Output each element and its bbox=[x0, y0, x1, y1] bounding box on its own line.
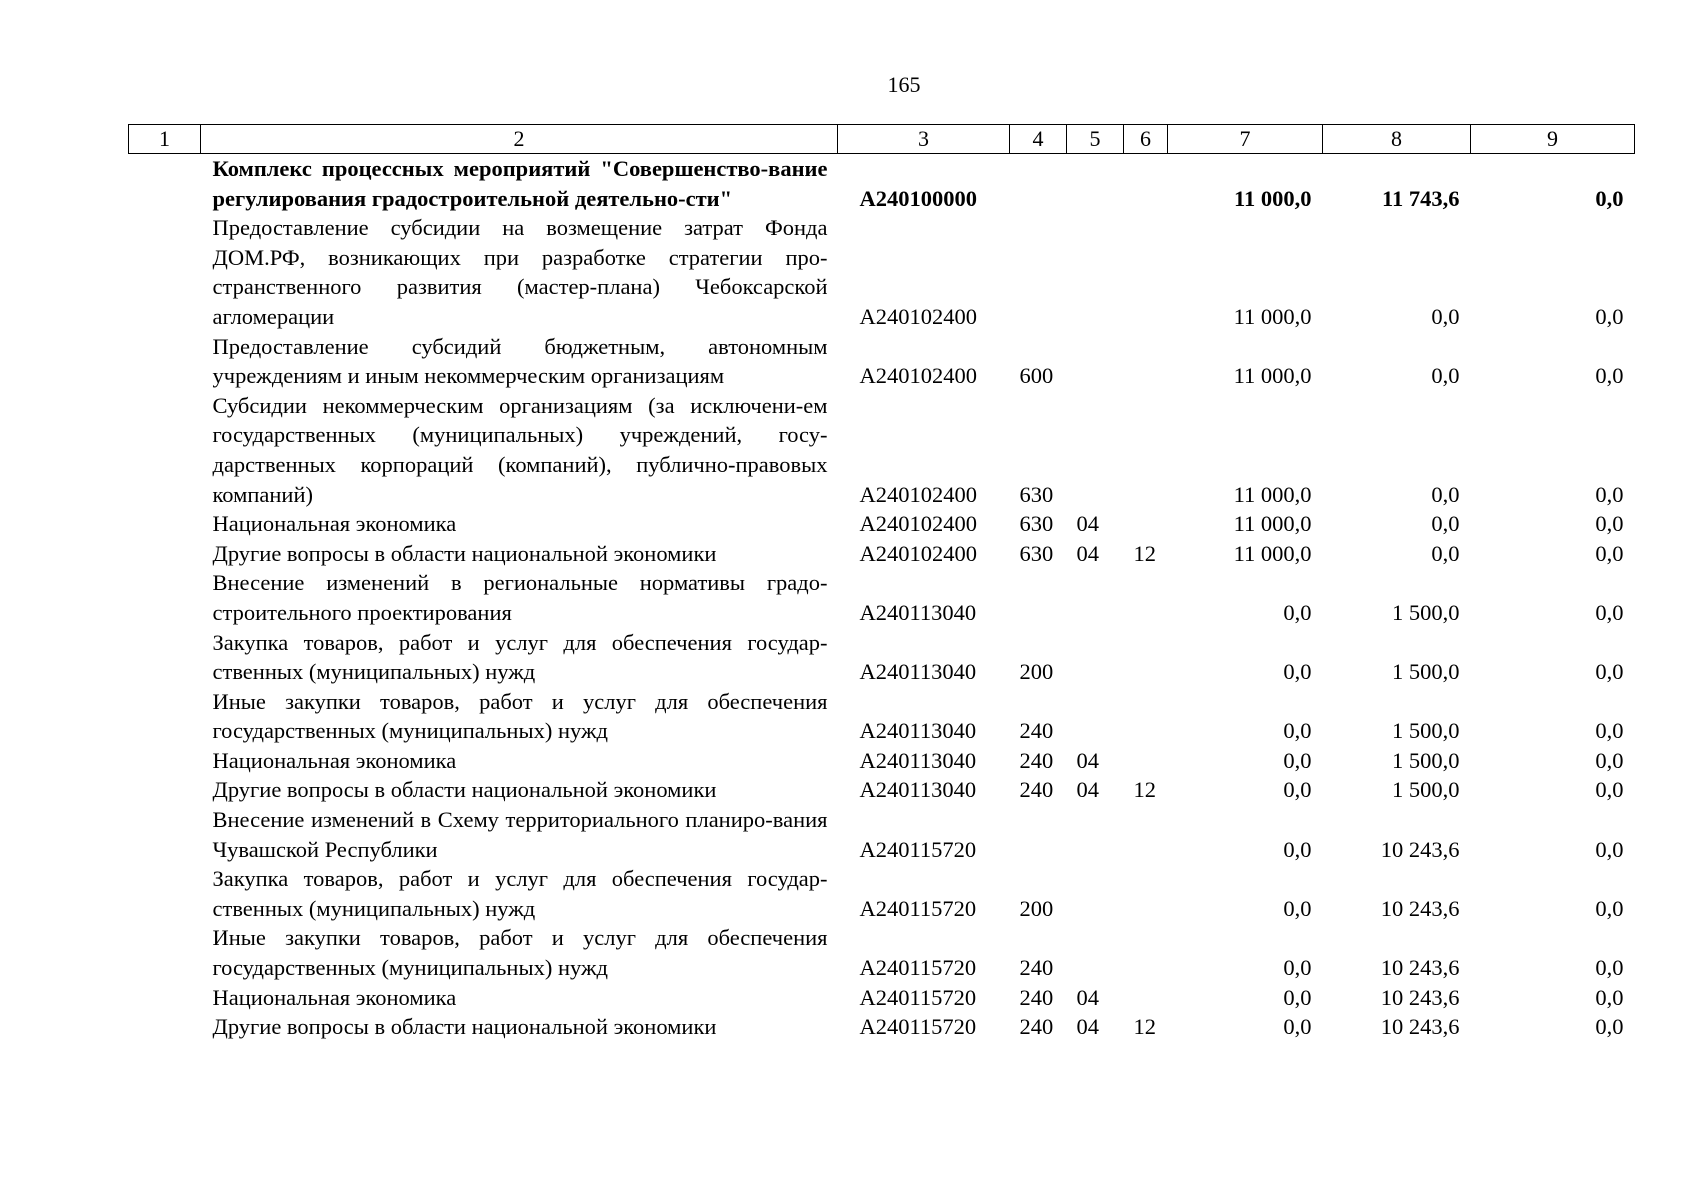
target-article-code-cell: А240113040 bbox=[859, 718, 977, 744]
table-row bbox=[129, 154, 1635, 214]
section-cell bbox=[1067, 332, 1124, 391]
row-number-cell bbox=[129, 391, 201, 509]
item-name-cell: Комплекс процессных мероприятий "Совершенство-вание регулирования градостроительной деятельно-сти" bbox=[212, 156, 828, 211]
amount-col7-cell: 11 000,0 bbox=[1233, 303, 1312, 329]
expense-type-cell: 240 bbox=[1019, 777, 1054, 803]
subsection-cell bbox=[1124, 332, 1168, 391]
subsection-cell bbox=[1124, 568, 1168, 627]
row-number-cell bbox=[129, 805, 201, 864]
section-cell: 04 bbox=[1076, 747, 1099, 773]
item-name-cell: Предоставление субсидий бюджетным, автономным учреждениям и иным некоммерческим организациям bbox=[212, 333, 828, 389]
amount-col7-cell: 0,0 bbox=[1283, 1014, 1312, 1040]
table-row bbox=[129, 213, 1635, 331]
section-cell: 04 bbox=[1076, 511, 1099, 537]
subsection-cell: 12 bbox=[1133, 1014, 1156, 1040]
subsection-cell bbox=[1124, 805, 1168, 864]
row-number-cell bbox=[129, 332, 201, 391]
amount-col8-cell: 0,0 bbox=[1431, 481, 1460, 507]
subsection-cell bbox=[1124, 391, 1168, 509]
amount-col9-cell: 0,0 bbox=[1595, 540, 1624, 566]
expense-type-cell bbox=[1010, 805, 1067, 864]
amount-col8-cell: 11 743,6 bbox=[1381, 185, 1460, 211]
subsection-cell bbox=[1124, 983, 1168, 1013]
amount-col9-cell: 0,0 bbox=[1595, 659, 1624, 685]
header-cell-2: 2 bbox=[201, 125, 838, 154]
header-cell-3: 3 bbox=[838, 125, 1010, 154]
header-cell-7: 7 bbox=[1168, 125, 1323, 154]
expense-type-cell: 200 bbox=[1019, 895, 1054, 921]
amount-col8-cell: 10 243,6 bbox=[1380, 1014, 1460, 1040]
header-cell-8: 8 bbox=[1323, 125, 1471, 154]
subsection-cell bbox=[1124, 628, 1168, 687]
amount-col7-cell: 0,0 bbox=[1283, 659, 1312, 685]
target-article-code-cell: А240113040 bbox=[859, 777, 977, 803]
target-article-code-cell: А240115720 bbox=[859, 836, 977, 862]
table-row bbox=[129, 805, 1635, 864]
item-name-cell: Закупка товаров, работ и услуг для обеспечения государ-ственных (муниципальных) нужд bbox=[212, 866, 828, 921]
table-row bbox=[129, 628, 1635, 687]
amount-col8-cell: 1 500,0 bbox=[1392, 777, 1460, 803]
amount-col9-cell: 0,0 bbox=[1595, 836, 1624, 862]
amount-col9-cell: 0,0 bbox=[1595, 747, 1624, 773]
amount-col7-cell: 0,0 bbox=[1283, 836, 1312, 862]
table-row bbox=[129, 746, 1635, 776]
amount-col7-cell: 11 000,0 bbox=[1233, 511, 1312, 537]
amount-col9-cell: 0,0 bbox=[1595, 1014, 1624, 1040]
amount-col7-cell: 11 000,0 bbox=[1233, 540, 1312, 566]
table-row bbox=[129, 923, 1635, 982]
page-number: 165 bbox=[887, 72, 921, 97]
amount-col9-cell: 0,0 bbox=[1595, 955, 1624, 981]
target-article-code-cell: А240102400 bbox=[859, 511, 977, 537]
amount-col7-cell: 0,0 bbox=[1283, 599, 1312, 625]
expense-type-cell: 630 bbox=[1019, 540, 1054, 566]
amount-col7-cell: 0,0 bbox=[1283, 777, 1312, 803]
target-article-code-cell: А240113040 bbox=[859, 747, 977, 773]
row-number-cell bbox=[129, 923, 201, 982]
expense-type-cell: 240 bbox=[1019, 1014, 1054, 1040]
target-article-code-cell: А240113040 bbox=[859, 659, 977, 685]
amount-col8-cell: 0,0 bbox=[1431, 303, 1460, 329]
row-number-cell bbox=[129, 539, 201, 569]
row-number-cell bbox=[129, 509, 201, 539]
section-cell bbox=[1067, 154, 1124, 214]
section-cell bbox=[1067, 805, 1124, 864]
item-name-cell: Внесение изменений в региональные нормативы градо-строительного проектирования bbox=[212, 570, 828, 625]
target-article-code-cell: А240113040 bbox=[859, 599, 977, 625]
amount-col9-cell: 0,0 bbox=[1595, 718, 1624, 744]
target-article-code-cell: А240102400 bbox=[859, 540, 977, 566]
table-row bbox=[129, 687, 1635, 746]
header-cell-6: 6 bbox=[1124, 125, 1168, 154]
item-name-cell: Субсидии некоммерческим организациям (за исключени-ем государственных (муниципальных) учреждений, госу-дарственных корпораций (компаний), публично-правовых компаний) bbox=[212, 392, 828, 507]
subsection-cell bbox=[1124, 154, 1168, 214]
amount-col8-cell: 1 500,0 bbox=[1392, 599, 1460, 625]
amount-col9-cell: 0,0 bbox=[1595, 777, 1624, 803]
section-cell bbox=[1067, 213, 1124, 331]
expense-type-cell: 630 bbox=[1019, 481, 1054, 507]
expense-type-cell bbox=[1010, 568, 1067, 627]
amount-col9-cell: 0,0 bbox=[1595, 984, 1624, 1010]
header-row bbox=[129, 125, 1635, 154]
section-cell: 04 bbox=[1076, 777, 1099, 803]
item-name-cell: Национальная экономика bbox=[212, 984, 457, 1010]
amount-col9-cell: 0,0 bbox=[1595, 599, 1624, 625]
section-cell bbox=[1067, 687, 1124, 746]
table-row bbox=[129, 1012, 1635, 1042]
section-cell: 04 bbox=[1076, 540, 1099, 566]
header-cell-5: 5 bbox=[1067, 125, 1124, 154]
amount-col8-cell: 1 500,0 bbox=[1392, 659, 1460, 685]
section-cell bbox=[1067, 864, 1124, 923]
subsection-cell: 12 bbox=[1133, 540, 1156, 566]
amount-col9-cell: 0,0 bbox=[1595, 481, 1624, 507]
item-name-cell: Иные закупки товаров, работ и услуг для обеспечения государственных (муниципальных) нужд bbox=[212, 925, 828, 981]
amount-col8-cell: 10 243,6 bbox=[1380, 955, 1460, 981]
subsection-cell bbox=[1124, 864, 1168, 923]
section-cell: 04 bbox=[1076, 984, 1099, 1010]
row-number-cell bbox=[129, 864, 201, 923]
subsection-cell: 12 bbox=[1133, 777, 1156, 803]
item-name-cell: Национальная экономика bbox=[212, 511, 457, 537]
amount-col9-cell: 0,0 bbox=[1595, 895, 1624, 921]
expense-type-cell: 240 bbox=[1019, 718, 1054, 744]
item-name-cell: Другие вопросы в области национальной экономики bbox=[212, 540, 717, 566]
expense-type-cell: 600 bbox=[1019, 363, 1054, 389]
section-cell bbox=[1067, 628, 1124, 687]
budget-table bbox=[128, 124, 1635, 1042]
amount-col8-cell: 0,0 bbox=[1431, 363, 1460, 389]
header-cell-9: 9 bbox=[1471, 125, 1635, 154]
row-number-cell bbox=[129, 568, 201, 627]
subsection-cell bbox=[1124, 746, 1168, 776]
target-article-code-cell: А240115720 bbox=[859, 1014, 977, 1040]
row-number-cell bbox=[129, 1012, 201, 1042]
section-cell bbox=[1067, 568, 1124, 627]
amount-col9-cell: 0,0 bbox=[1595, 303, 1624, 329]
amount-col8-cell: 1 500,0 bbox=[1392, 718, 1460, 744]
expense-type-cell: 240 bbox=[1019, 984, 1054, 1010]
amount-col7-cell: 11 000,0 bbox=[1233, 185, 1312, 211]
subsection-cell bbox=[1124, 509, 1168, 539]
item-name-cell: Закупка товаров, работ и услуг для обеспечения государ-ственных (муниципальных) нужд bbox=[212, 629, 828, 685]
target-article-code-cell: А240115720 bbox=[859, 895, 977, 921]
amount-col8-cell: 0,0 bbox=[1431, 540, 1460, 566]
table-row bbox=[129, 539, 1635, 569]
amount-col8-cell: 10 243,6 bbox=[1380, 984, 1460, 1010]
amount-col7-cell: 11 000,0 bbox=[1233, 363, 1312, 389]
table-row bbox=[129, 864, 1635, 923]
row-number-cell bbox=[129, 775, 201, 805]
expense-type-cell: 240 bbox=[1019, 747, 1054, 773]
amount-col8-cell: 1 500,0 bbox=[1392, 747, 1460, 773]
amount-col7-cell: 0,0 bbox=[1283, 984, 1312, 1010]
expense-type-cell: 200 bbox=[1019, 659, 1054, 685]
amount-col7-cell: 0,0 bbox=[1283, 718, 1312, 744]
row-number-cell bbox=[129, 687, 201, 746]
row-number-cell bbox=[129, 154, 201, 214]
amount-col9-cell: 0,0 bbox=[1595, 511, 1624, 537]
budget-table-container bbox=[128, 124, 1635, 1042]
subsection-cell bbox=[1124, 687, 1168, 746]
row-number-cell bbox=[129, 983, 201, 1013]
item-name-cell: Другие вопросы в области национальной экономики bbox=[212, 1014, 717, 1040]
subsection-cell bbox=[1124, 923, 1168, 982]
item-name-cell: Другие вопросы в области национальной экономики bbox=[212, 777, 717, 803]
table-header bbox=[129, 125, 1635, 154]
header-cell-1: 1 bbox=[129, 125, 201, 154]
row-number-cell bbox=[129, 746, 201, 776]
table-row bbox=[129, 332, 1635, 391]
amount-col7-cell: 11 000,0 bbox=[1233, 481, 1312, 507]
table-row bbox=[129, 391, 1635, 509]
amount-col7-cell: 0,0 bbox=[1283, 895, 1312, 921]
table-row bbox=[129, 775, 1635, 805]
item-name-cell: Иные закупки товаров, работ и услуг для обеспечения государственных (муниципальных) нужд bbox=[212, 688, 828, 744]
table-row bbox=[129, 509, 1635, 539]
subsection-cell bbox=[1124, 213, 1168, 331]
section-cell: 04 bbox=[1076, 1014, 1099, 1040]
target-article-code-cell: А240100000 bbox=[859, 185, 977, 211]
section-cell bbox=[1067, 923, 1124, 982]
amount-col9-cell: 0,0 bbox=[1595, 363, 1624, 389]
target-article-code-cell: А240115720 bbox=[859, 955, 977, 981]
table-row bbox=[129, 568, 1635, 627]
amount-col8-cell: 10 243,6 bbox=[1380, 895, 1460, 921]
amount-col8-cell: 0,0 bbox=[1431, 511, 1460, 537]
item-name-cell: Предоставление субсидии на возмещение затрат Фонда ДОМ.РФ, возникающих при разработке стратегии про-странственного развития (мастер-плана) Чебоксарской агломерации bbox=[212, 215, 828, 329]
section-cell bbox=[1067, 391, 1124, 509]
amount-col7-cell: 0,0 bbox=[1283, 955, 1312, 981]
row-number-cell bbox=[129, 213, 201, 331]
row-number-cell bbox=[129, 628, 201, 687]
expense-type-cell: 630 bbox=[1019, 511, 1054, 537]
expense-type-cell bbox=[1010, 213, 1067, 331]
header-cell-4: 4 bbox=[1010, 125, 1067, 154]
expense-type-cell: 240 bbox=[1019, 955, 1054, 981]
table-row bbox=[129, 983, 1635, 1013]
amount-col7-cell: 0,0 bbox=[1283, 747, 1312, 773]
expense-type-cell bbox=[1010, 154, 1067, 214]
target-article-code-cell: А240102400 bbox=[859, 363, 977, 389]
target-article-code-cell: А240115720 bbox=[859, 984, 977, 1010]
amount-col8-cell: 10 243,6 bbox=[1380, 836, 1460, 862]
table-body bbox=[129, 154, 1635, 1042]
amount-col9-cell: 0,0 bbox=[1595, 185, 1624, 211]
item-name-cell: Внесение изменений в Схему территориального планиро-вания Чувашской Республики bbox=[212, 807, 828, 862]
item-name-cell: Национальная экономика bbox=[212, 747, 457, 773]
target-article-code-cell: А240102400 bbox=[859, 481, 977, 507]
target-article-code-cell: А240102400 bbox=[859, 303, 977, 329]
